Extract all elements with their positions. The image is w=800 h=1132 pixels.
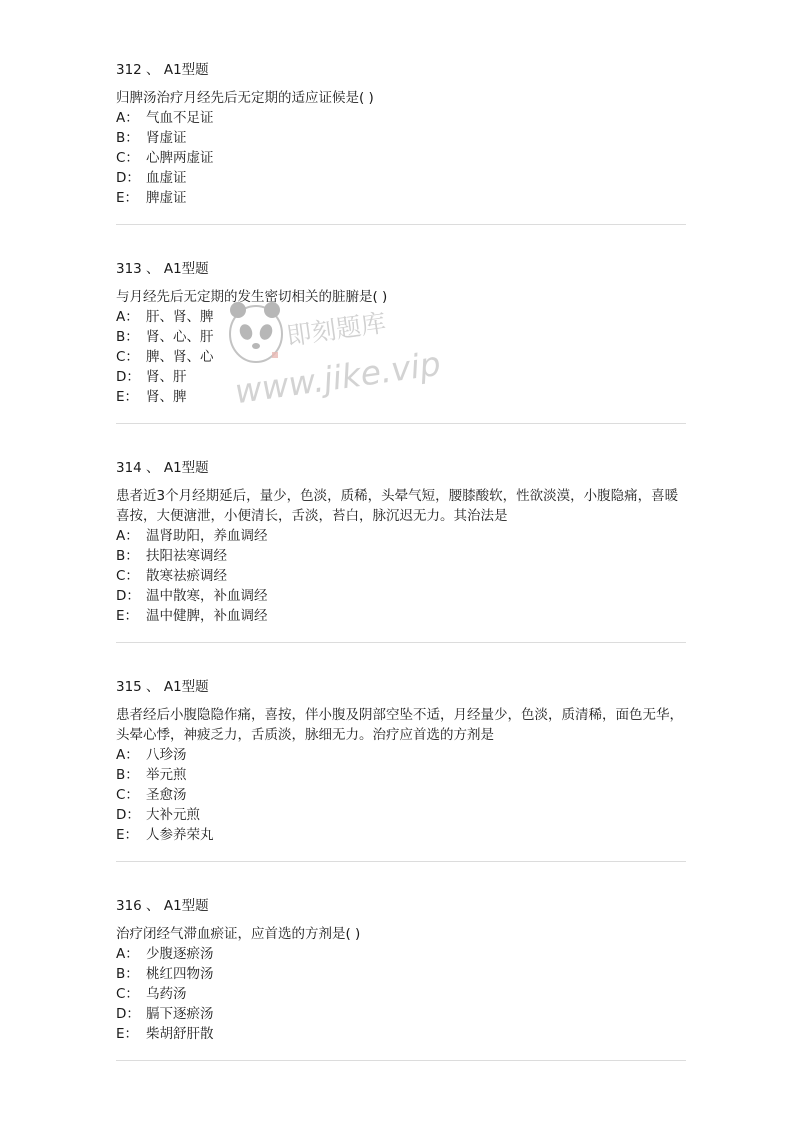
answer-option <box>116 327 686 347</box>
option-text: 肾、肝 <box>146 369 187 385</box>
option-text: 肝、肾、脾 <box>146 309 214 325</box>
answer-option <box>116 745 686 765</box>
question-stem: 患者近3个月经期延后，量少，色淡，质稀，头晕气短，腰膝酸软，性欲淡漠，小腹隐痛，喜暖喜按，大便溏泄，小便清长，舌淡，苔白，脉沉迟无力。其治法是 <box>116 488 679 524</box>
question-number: 314 、 A1型题 <box>116 460 209 476</box>
option-letter: E： <box>116 1026 139 1042</box>
option-text: 扶阳祛寒调经 <box>146 548 227 564</box>
answer-option <box>116 805 686 825</box>
option-text: 温中健脾，补血调经 <box>146 608 268 624</box>
question-list <box>116 56 686 1095</box>
option-text: 脾虚证 <box>146 190 187 206</box>
option-letter: E： <box>116 827 139 843</box>
option-text: 少腹逐瘀汤 <box>146 946 214 962</box>
option-text: 桃红四物汤 <box>146 966 214 982</box>
question-divider <box>116 224 686 225</box>
answer-option <box>116 785 686 805</box>
question-block <box>116 259 686 424</box>
answer-option <box>116 108 686 128</box>
question-number: 315 、 A1型题 <box>116 679 209 695</box>
question-stem: 治疗闭经气滞血瘀证，应首选的方剂是( ) <box>116 926 361 942</box>
answer-option <box>116 566 686 586</box>
option-text: 肾、心、肝 <box>146 329 214 345</box>
answer-option <box>116 944 686 964</box>
option-text: 举元煎 <box>146 767 187 783</box>
watermark-url: www.jike.vip <box>232 343 443 412</box>
answer-option <box>116 307 686 327</box>
option-letter: B： <box>116 130 139 146</box>
option-text: 肾、脾 <box>146 389 187 405</box>
option-letter: D： <box>116 588 140 604</box>
option-text: 温肾助阳，养血调经 <box>146 528 268 544</box>
option-letter: B： <box>116 966 139 982</box>
option-letter: C： <box>116 150 139 166</box>
question-number: 316 、 A1型题 <box>116 898 209 914</box>
option-letter: A： <box>116 946 139 962</box>
question-stem: 归脾汤治疗月经先后无定期的适应证候是( ) <box>116 90 374 106</box>
question-number: 313 、 A1型题 <box>116 261 209 277</box>
option-text: 柴胡舒肝散 <box>146 1026 214 1042</box>
option-letter: B： <box>116 329 139 345</box>
option-letter: C： <box>116 568 139 584</box>
question-divider <box>116 423 686 424</box>
option-letter: C： <box>116 787 139 803</box>
answer-option <box>116 347 686 367</box>
option-letter: A： <box>116 747 139 763</box>
answer-option <box>116 128 686 148</box>
answer-option <box>116 526 686 546</box>
answer-option <box>116 387 686 407</box>
option-text: 人参养荣丸 <box>146 827 214 843</box>
answer-option <box>116 188 686 208</box>
option-letter: E： <box>116 608 139 624</box>
option-letter: E： <box>116 389 139 405</box>
option-letter: B： <box>116 548 139 564</box>
answer-option <box>116 964 686 984</box>
option-letter: B： <box>116 767 139 783</box>
answer-option <box>116 367 686 387</box>
option-letter: D： <box>116 369 140 385</box>
question-stem: 患者经后小腹隐隐作痛，喜按，伴小腹及阴部空坠不适，月经量少，色淡，质清稀，面色无华，头晕心悸，神疲乏力，舌质淡，脉细无力。治疗应首选的方剂是 <box>116 707 683 743</box>
option-letter: A： <box>116 309 139 325</box>
option-text: 肾虚证 <box>146 130 187 146</box>
question-block <box>116 458 686 643</box>
option-text: 脾、肾、心 <box>146 349 214 365</box>
option-text: 八珍汤 <box>146 747 187 763</box>
option-letter: C： <box>116 349 139 365</box>
question-block <box>116 677 686 862</box>
answer-option <box>116 1004 686 1024</box>
question-divider <box>116 1060 686 1061</box>
option-letter: D： <box>116 170 140 186</box>
option-text: 大补元煎 <box>146 807 200 823</box>
option-letter: D： <box>116 1006 140 1022</box>
option-text: 气血不足证 <box>146 110 214 126</box>
option-letter: A： <box>116 110 139 126</box>
question-stem: 与月经先后无定期的发生密切相关的脏腑是( ) <box>116 289 388 305</box>
answer-option <box>116 825 686 845</box>
option-letter: D： <box>116 807 140 823</box>
option-text: 温中散寒，补血调经 <box>146 588 268 604</box>
option-text: 圣愈汤 <box>146 787 187 803</box>
option-text: 心脾两虚证 <box>146 150 214 166</box>
question-divider <box>116 861 686 862</box>
question-divider <box>116 642 686 643</box>
option-text: 散寒祛瘀调经 <box>146 568 227 584</box>
answer-option <box>116 148 686 168</box>
answer-option <box>116 1024 686 1044</box>
answer-option <box>116 168 686 188</box>
answer-option <box>116 546 686 566</box>
question-block <box>116 896 686 1061</box>
answer-option <box>116 586 686 606</box>
answer-option <box>116 765 686 785</box>
option-letter: A： <box>116 528 139 544</box>
watermark-brand: 即刻题库 <box>284 308 388 351</box>
answer-option <box>116 984 686 1004</box>
option-letter: E： <box>116 190 139 206</box>
question-block <box>116 60 686 225</box>
option-text: 乌药汤 <box>146 986 187 1002</box>
option-letter: C： <box>116 986 139 1002</box>
option-text: 血虚证 <box>146 170 187 186</box>
option-text: 膈下逐瘀汤 <box>146 1006 214 1022</box>
question-number: 312 、 A1型题 <box>116 62 209 78</box>
answer-option <box>116 606 686 626</box>
